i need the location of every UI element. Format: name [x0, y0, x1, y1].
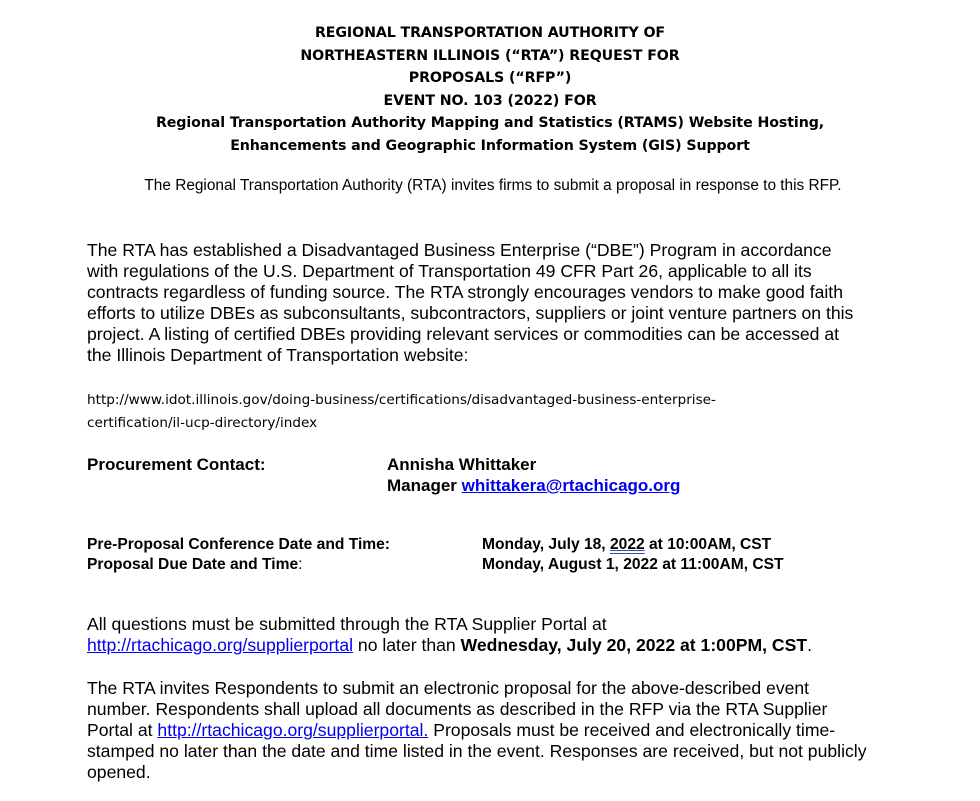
header-line-3: PROPOSALS (“RFP”): [408, 70, 572, 86]
dbe-directory-url: [87, 389, 907, 435]
invite-line-2: number. Respondents shall upload all documents as described in the RFP via the RTA Supplier: [87, 699, 828, 719]
dbe-line-2: with regulations of the U.S. Department of Transportation 49 CFR Part 26, applicable to all its: [87, 261, 812, 281]
dbe-line-6: the Illinois Department of Transportation website:: [87, 345, 469, 365]
header-line-6: Enhancements and Geographic Information System (GIS) Support: [230, 137, 750, 154]
due-label: Proposal Due Date and Time: [87, 556, 299, 573]
conference-value-post: at 10:00AM, CST: [644, 536, 772, 553]
invite-paragraph: [87, 678, 917, 783]
questions-paragraph: [87, 614, 917, 656]
questions-end: .: [807, 635, 812, 655]
contact-title-line: [387, 475, 680, 496]
dbe-url-line-1: http://www.idot.illinois.gov/doing-business/certifications/disadvantaged-business-enterprise-: [87, 392, 716, 408]
dbe-line-1: The RTA has established a Disadvantaged Business Enterprise (“DBE”) Program in accordance: [87, 240, 832, 260]
questions-deadline: Wednesday, July 20, 2022 at 1:00PM, CST: [460, 635, 808, 655]
dbe-line-5: project. A listing of certified DBEs providing relevant services or commodities can be accessed at: [87, 324, 839, 344]
invite-line-4: stamped no later than the date and time listed in the event. Responses are received, but not publicly: [87, 741, 867, 761]
due-label-colon: :: [298, 556, 303, 573]
conference-value-year: 2022: [609, 536, 645, 553]
invite-line-1: The RTA invites Respondents to submit an electronic proposal for the above-described event: [87, 678, 810, 698]
invite-line-5: opened.: [87, 762, 151, 782]
procurement-contact-details: [387, 454, 680, 496]
header-line-5: Regional Transportation Authority Mapping and Statistics (RTAMS) Website Hosting,: [155, 115, 825, 131]
due-label-line: [87, 555, 390, 575]
document-header: [0, 22, 980, 157]
contact-name: Annisha Whittaker: [387, 455, 537, 474]
procurement-contact-label: Procurement Contact:: [87, 455, 266, 474]
invite-line-3-post: Proposals must be received and electronically time-: [428, 720, 836, 740]
dbe-paragraph: [87, 240, 907, 366]
conference-label: Pre-Proposal Conference Date and Time:: [87, 536, 391, 553]
intro-text: The Regional Transportation Authority (RTA) invites firms to submit a proposal in response to this RFP.: [144, 177, 842, 194]
contact-title: Manager: [387, 476, 457, 495]
conference-value: [482, 535, 784, 555]
questions-mid: no later than: [353, 635, 461, 655]
header-line-4: EVENT NO. 103 (2022) FOR: [383, 92, 597, 109]
invite-line-3-pre: Portal at: [87, 720, 158, 740]
questions-line-1: All questions must be submitted through the RTA Supplier Portal at: [87, 614, 607, 634]
header-line-1: REGIONAL TRANSPORTATION AUTHORITY OF: [314, 25, 666, 41]
dbe-url-line-2: certification/il-ucp-directory/index: [87, 415, 318, 431]
supplier-portal-link-2[interactable]: http://rtachicago.org/supplierportal.: [157, 720, 429, 740]
dates-labels: [87, 535, 390, 575]
due-value: Monday, August 1, 2022 at 11:00AM, CST: [482, 556, 784, 573]
questions-line-2: [87, 635, 917, 656]
conference-value-pre: Monday, July 18,: [482, 536, 610, 553]
invite-line-3: [87, 720, 917, 741]
supplier-portal-link[interactable]: http://rtachicago.org/supplierportal: [87, 635, 354, 655]
contact-email-link[interactable]: whittakera@rtachicago.org: [461, 476, 681, 495]
dbe-line-3: contracts regardless of funding source. The RTA strongly encourages vendors to make good faith: [87, 282, 843, 302]
dbe-line-4: efforts to utilize DBEs as subconsultants, subcontractors, suppliers or joint venture partners on this: [87, 303, 854, 323]
dates-values: [482, 535, 784, 575]
header-line-2: NORTHEASTERN ILLINOIS (“RTA”) REQUEST FOR: [300, 47, 680, 64]
